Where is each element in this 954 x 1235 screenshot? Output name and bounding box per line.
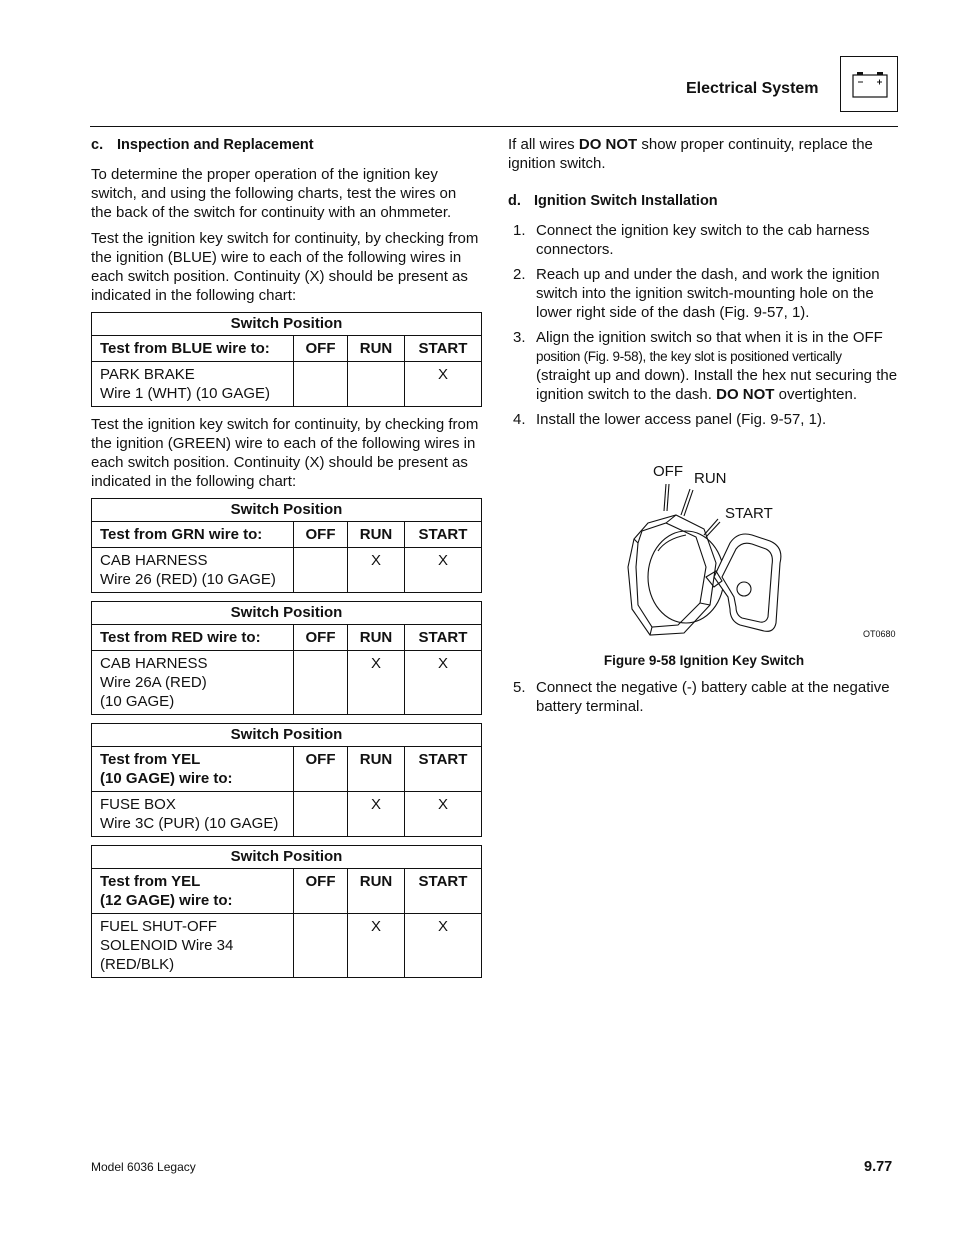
section-letter: d. <box>508 193 521 209</box>
wire-label <box>92 548 294 593</box>
label-line: Wire 26 (RED) (10 GAGE) <box>100 571 276 588</box>
figure-caption: Figure 9-58 Ignition Key Switch <box>603 653 805 668</box>
label-line: FUEL SHUT-OFF <box>100 918 217 935</box>
cell-off <box>294 792 348 837</box>
page-number: 9.77 <box>864 1159 893 1175</box>
figure-ref-code: OT0680 <box>863 629 896 639</box>
column-header-start: START <box>405 869 482 914</box>
continuity-table-yel-12 <box>91 845 482 978</box>
step-number: 5. <box>513 679 526 696</box>
cell-off <box>294 914 348 978</box>
step-text: (straight up and down). Install the hex nut securing the ignition switch to the dash. <box>536 367 898 403</box>
label-line: (RED/BLK) <box>100 956 175 973</box>
label-run: RUN <box>694 470 727 487</box>
green-test-paragraph: Test the ignition key switch for continuity, by checking from the ignition (GREEN) wire to each of the following wires in each switch position. Continuity (X) should be present as indicated in the following chart: <box>91 416 479 490</box>
header-text: (12 GAGE) wire to: <box>100 892 233 909</box>
cell-off <box>294 362 348 407</box>
cell-run: X <box>348 914 405 978</box>
step-text: Connect the negative (-) battery cable at the negative battery terminal. <box>536 679 890 715</box>
list-item <box>508 678 900 716</box>
column-header-off: OFF <box>294 625 348 651</box>
table-row <box>92 651 482 715</box>
column-header-run: RUN <box>348 869 405 914</box>
label-line: CAB HARNESS <box>100 655 208 672</box>
label-start: START <box>725 505 773 522</box>
column-header-run: RUN <box>348 522 405 548</box>
note-text: If all wires <box>508 136 579 153</box>
label-line: Wire 3C (PUR) (10 GAGE) <box>100 815 279 832</box>
wire-label <box>92 362 294 407</box>
continuity-table-blue <box>91 312 482 407</box>
section-title: Ignition Switch Installation <box>534 193 718 209</box>
column-header-off: OFF <box>294 522 348 548</box>
header-text: (10 GAGE) wire to: <box>100 770 233 787</box>
cell-run: X <box>348 651 405 715</box>
column-header-start: START <box>405 336 482 362</box>
step-text: Align the ignition switch so that when it is in the OFF <box>536 329 883 346</box>
right-column <box>508 135 900 722</box>
list-item <box>508 221 900 259</box>
cell-start: X <box>405 792 482 837</box>
column-header-run: RUN <box>348 336 405 362</box>
table-caption: Switch Position <box>92 499 482 522</box>
installation-steps <box>508 221 900 429</box>
cell-start: X <box>405 914 482 978</box>
table-row-header <box>92 336 294 362</box>
section-letter: c. <box>91 137 104 153</box>
column-header-start: START <box>405 522 482 548</box>
step-number: 4. <box>513 411 526 428</box>
step-text: Install the lower access panel (Fig. 9-57, 1). <box>536 411 827 428</box>
continuity-table-grn <box>91 498 482 593</box>
cell-run: X <box>348 548 405 593</box>
continuity-table-red <box>91 601 482 715</box>
header-text: Test from BLUE wire to: <box>100 340 270 357</box>
column-header-start: START <box>405 747 482 792</box>
section-c-heading <box>91 135 481 155</box>
left-column <box>91 135 481 986</box>
table-caption: Switch Position <box>92 602 482 625</box>
ignition-switch-illustration <box>508 447 900 647</box>
cell-off <box>294 651 348 715</box>
column-header-run: RUN <box>348 625 405 651</box>
column-header-run: RUN <box>348 747 405 792</box>
ignition-key-switch-figure <box>508 447 900 647</box>
table-caption: Switch Position <box>92 724 482 747</box>
label-line: SOLENOID Wire 34 <box>100 937 234 954</box>
cell-start: X <box>405 651 482 715</box>
label-line: FUSE BOX <box>100 796 176 813</box>
cell-start: X <box>405 548 482 593</box>
label-off: OFF <box>653 463 683 480</box>
wire-label <box>92 651 294 715</box>
cell-start: X <box>405 362 482 407</box>
section-header-title: Electrical System <box>686 80 819 97</box>
cell-off <box>294 548 348 593</box>
label-line: PARK BRAKE <box>100 366 195 383</box>
table-caption: Switch Position <box>92 313 482 336</box>
step-text: position (Fig. 9-58), the key slot is positioned vertically <box>536 349 842 364</box>
cell-run <box>348 362 405 407</box>
note-emphasis: DO NOT <box>578 136 638 153</box>
label-line: (10 GAGE) <box>100 693 175 710</box>
cell-run: X <box>348 792 405 837</box>
section-title: Inspection and Replacement <box>117 137 314 153</box>
step-number: 1. <box>513 222 526 239</box>
label-line: Wire 1 (WHT) (10 GAGE) <box>100 385 271 402</box>
list-item <box>508 265 900 322</box>
footer-model: Model 6036 Legacy <box>91 1160 196 1174</box>
table-row <box>92 548 482 593</box>
table-row <box>92 792 482 837</box>
table-row-header <box>92 869 294 914</box>
continuity-table-yel-10 <box>91 723 482 837</box>
column-header-off: OFF <box>294 747 348 792</box>
step-text: overtighten. <box>774 386 858 403</box>
continuity-note <box>508 135 900 173</box>
table-row-header <box>92 625 294 651</box>
table-row <box>92 362 482 407</box>
table-row-header <box>92 747 294 792</box>
table-row-header <box>92 522 294 548</box>
installation-steps-continued <box>508 678 900 716</box>
table-caption: Switch Position <box>92 846 482 869</box>
battery-icon <box>840 56 898 112</box>
step-number: 3. <box>513 329 526 346</box>
header-text: Test from RED wire to: <box>100 629 261 646</box>
column-header-off: OFF <box>294 869 348 914</box>
section-d-heading <box>508 191 900 211</box>
wire-label <box>92 914 294 978</box>
step-text: Connect the ignition key switch to the cab harness connectors. <box>536 222 870 258</box>
label-line: Wire 26A (RED) <box>100 674 207 691</box>
step-number: 2. <box>513 266 526 283</box>
blue-test-paragraph: Test the ignition key switch for continuity, by checking from the ignition (BLUE) wire to each of the following wires in each switch position. Continuity (X) should be present as indicated in the following chart: <box>91 230 479 304</box>
list-item <box>508 410 900 429</box>
header-text: Test from GRN wire to: <box>100 526 263 543</box>
header-text: Test from YEL <box>100 873 201 890</box>
column-header-off: OFF <box>294 336 348 362</box>
table-row <box>92 914 482 978</box>
header-text: Test from YEL <box>100 751 201 768</box>
column-header-start: START <box>405 625 482 651</box>
label-line: CAB HARNESS <box>100 552 208 569</box>
header-divider <box>90 126 898 127</box>
note-text: show proper continuity, replace the ignition switch. <box>508 136 873 172</box>
list-item <box>508 328 900 404</box>
step-emphasis: DO NOT <box>716 386 775 403</box>
wire-label <box>92 792 294 837</box>
intro-paragraph: To determine the proper operation of the ignition key switch, and using the following charts, test the wires on the back of the switch for continuity with an ohmmeter. <box>91 166 457 221</box>
step-text: Reach up and under the dash, and work the ignition switch into the ignition switch-mounting hole on the lower right side of the dash (Fig. 9-57, 1). <box>536 266 880 321</box>
